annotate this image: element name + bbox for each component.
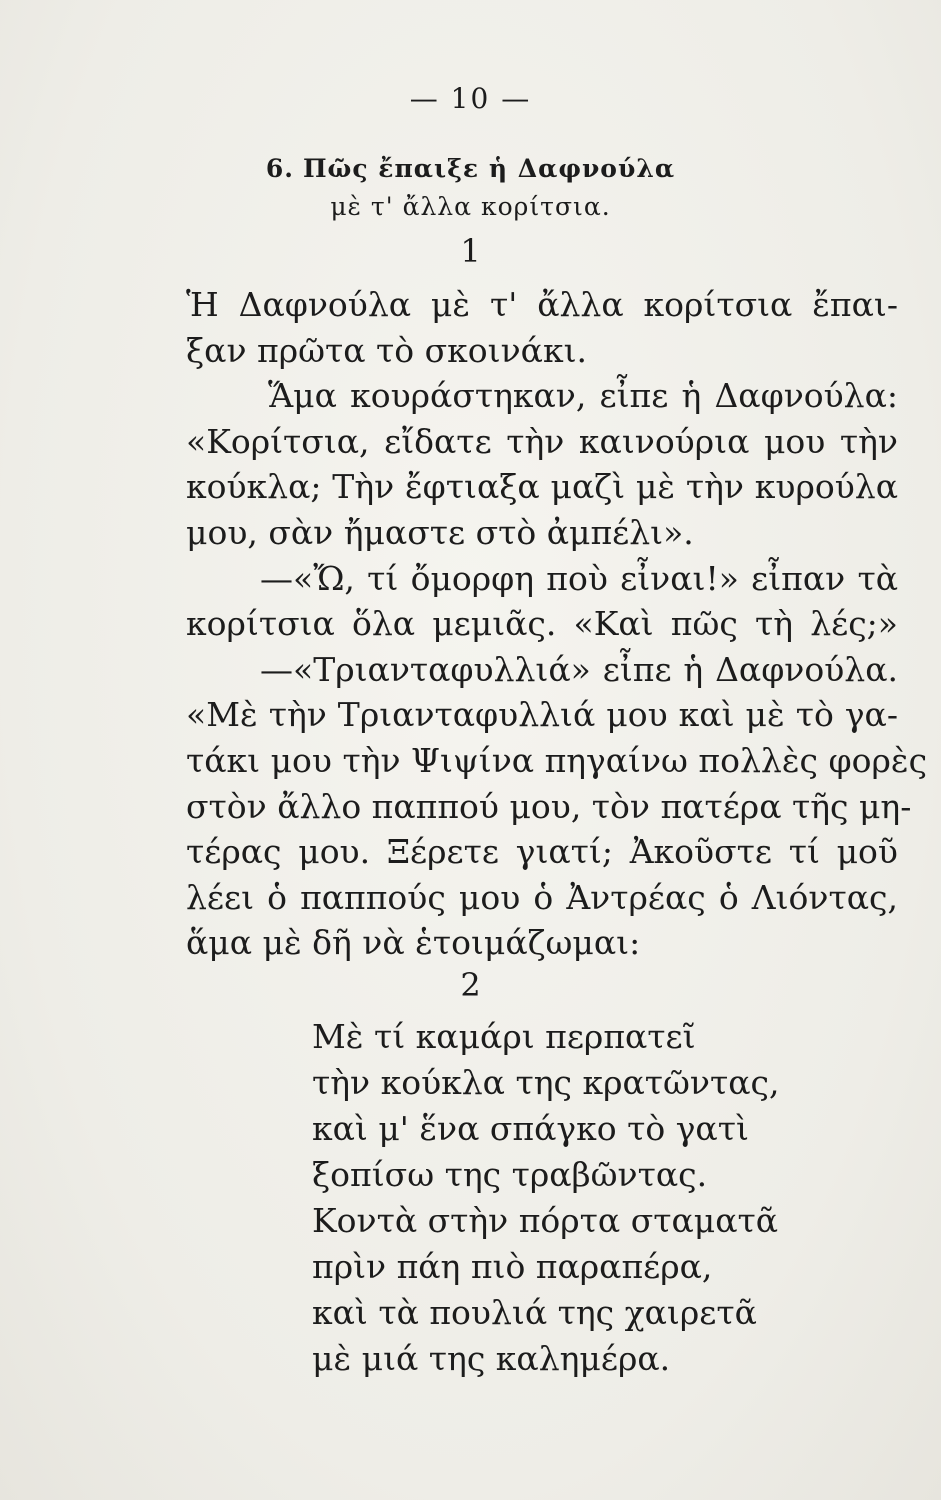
section-number-2: 2 bbox=[460, 966, 481, 1004]
section-1-prose bbox=[186, 282, 928, 966]
chapter-title-line-1 bbox=[0, 150, 941, 188]
prose-line: «Κορίτσια, εἴδατε τὴν καινούρια μου τὴν bbox=[186, 421, 898, 461]
chapter-heading bbox=[0, 150, 941, 226]
prose-line: Ἡ Δαφνούλα μὲ τ' ἄλλα κορίτσια ἔπαι- bbox=[186, 285, 898, 324]
prose-line: τάκι μου τὴν Ψιψίνα πηγαίνω πολλὲς φορὲς bbox=[186, 740, 928, 780]
poem-line: ξοπίσω της τραβῶντας. bbox=[312, 1155, 708, 1194]
prose-line: —«Ὤ, τί ὄμορφη ποὺ εἶναι!» εἶπαν τὰ bbox=[260, 558, 898, 598]
prose-line: κορίτσια ὅλα μεμιᾶς. «Καὶ πῶς τὴ λές;» bbox=[186, 604, 898, 644]
prose-line: —«Τριανταφυλλιά» εἶπε ἡ Δαφνούλα. bbox=[260, 649, 898, 689]
prose-line: κούκλα; Τὴν ἔφτιαξα μαζὶ μὲ τὴν κυρούλα bbox=[186, 467, 898, 507]
page-number: — 10 — bbox=[409, 82, 532, 115]
poem-line: καὶ τὰ πουλιά της χαιρετᾶ bbox=[312, 1293, 757, 1332]
chapter-title-text: Πῶς ἔπαιξε ἡ Δαφνούλα bbox=[302, 154, 676, 183]
prose-line: στὸν ἄλλο παππού μου, τὸν πατέρα τῆς μη- bbox=[186, 786, 912, 826]
chapter-title-line-2: μὲ τ' ἄλλα κορίτσια. bbox=[330, 192, 611, 221]
chapter-number: 6. bbox=[265, 154, 294, 183]
section-number-1: 1 bbox=[460, 232, 481, 270]
poem-line: πρὶν πάη πιὸ παραπέρα, bbox=[312, 1247, 713, 1286]
poem-line: Μὲ τί καμάρι περπατεῖ bbox=[312, 1017, 696, 1056]
poem-line: Κοντὰ στὴν πόρτα σταματᾶ bbox=[312, 1201, 779, 1240]
section-2-poem bbox=[312, 1014, 852, 1382]
prose-line: λέει ὁ παππούς μου ὁ Ἀντρέας ὁ Λιόντας, bbox=[186, 877, 898, 917]
prose-line: ἅμα μὲ δῆ νὰ ἑτοιμάζωμαι: bbox=[186, 923, 641, 963]
prose-line: ξαν πρῶτα τὸ σκοινάκι. bbox=[186, 330, 588, 370]
prose-line: τέρας μου. Ξέρετε γιατί; Ἀκοῦστε τί μοῦ bbox=[186, 832, 898, 872]
prose-line: «Μὲ τὴν Τριανταφυλλιά μου καὶ μὲ τὸ γα- bbox=[186, 695, 898, 735]
poem-line: καὶ μ' ἕνα σπάγκο τὸ γατὶ bbox=[312, 1109, 749, 1148]
poem-line: μὲ μιά της καλημέρα. bbox=[312, 1339, 671, 1378]
prose-line: Ἅμα κουράστηκαν, εἶπε ἡ Δαφνούλα: bbox=[268, 376, 898, 416]
poem-line: τὴν κούκλα της κρατῶντας, bbox=[312, 1063, 780, 1102]
prose-line: μου, σὰν ἤμαστε στὸ ἀμπέλι». bbox=[186, 512, 694, 552]
